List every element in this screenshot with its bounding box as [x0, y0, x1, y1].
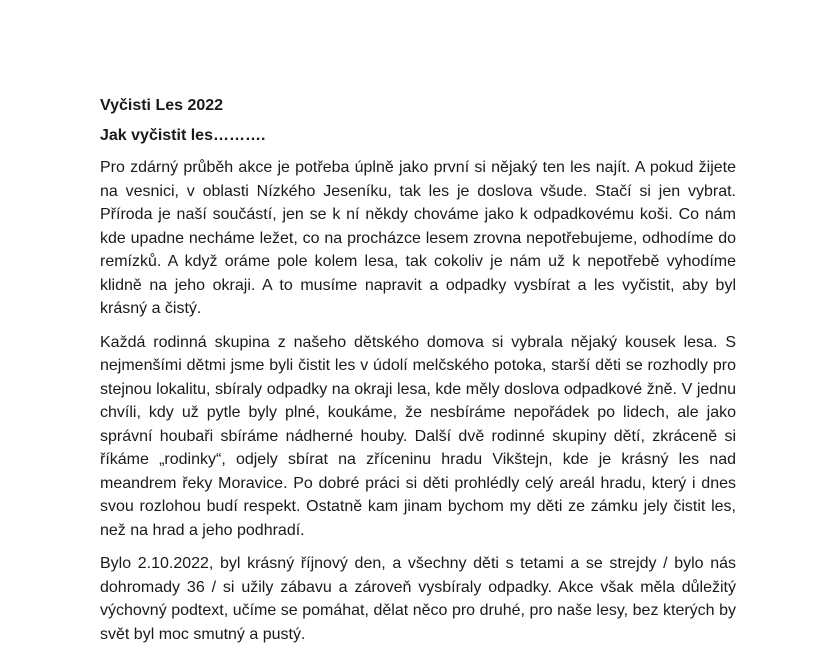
paragraph-groups: Každá rodinná skupina z našeho dětského domova si vybrala nějaký kousek lesa. S nejmenšími dětmi jsme byli čistit les v údolí melčského potoka, starší děti se rozhodly pro stejnou lokalitu, sbíraly odpadky na okraji lesa, kde měly doslova odpadkové žně. V jednu chvíli, kdy už pytle byly plné, koukáme, že nesbíráme nepořádek po lidech, ale jako správní houbaři sbíráme nádherné houby. Další dvě rodinné skupiny dětí, zkráceně si říkáme „rodinky“, odjely sbírat na zříceninu hradu Vikštejn, kde je krásný les nad meandrem řeky Moravice. Po dobré práci si děti prohlédly celý areál hradu, který i dnes svou rozlohou budí respekt. Ostatně kam jinam bychom my děti ze zámku jely čistit les, než na hrad a jeho podhradí. — [100, 333, 736, 539]
document-title: Vyčisti Les 2022 — [100, 97, 224, 114]
paragraph-date: Bylo 2.10.2022, byl krásný říjnový den, a všechny děti s tetami a se strejdy / bylo nás dohromady 36 / si užily zábavu a zároveň vysbíraly odpadky. Akce však měla důležitý výchovný podtext, učíme se pomáhat, dělat něco pro druhé, pro naše lesy, bez kterých by svět byl moc smutný a pustý. — [100, 555, 736, 643]
document-page — [100, 96, 736, 656]
paragraph-intro: Pro zdárný průběh akce je potřeba úplně jako první si nějaký ten les najít. A pokud žijete na vesnici, v oblasti Nízkého Jeseníku, tak les je doslova všude. Stačí si jen vybrat. Příroda je naší součástí, jen se k ní někdy chováme jako k odpadkovému koši. Co nám kde upadne necháme ležet, co na procházce lesem zrovna nepotřebujeme, odhodíme do remízků. A když oráme pole kolem lesa, tak cokoliv je nám už k nepotřebě vyhodíme klidně na jeho okraji. A to musíme napravit a odpadky vysbírat a les vyčistit, aby byl krásný a čistý. — [100, 159, 736, 317]
document-subtitle: Jak vyčistit les………. — [100, 127, 266, 144]
